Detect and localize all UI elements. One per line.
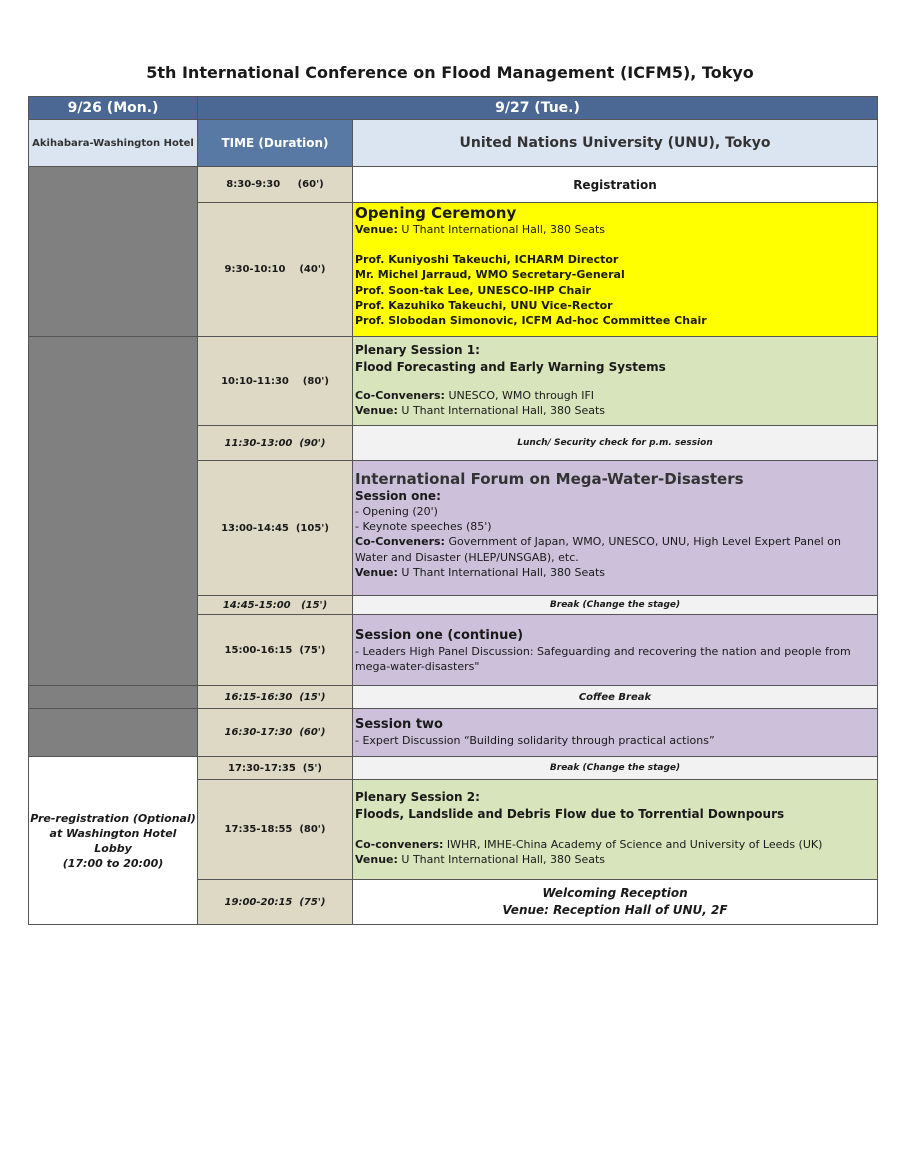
day1-empty-block	[28, 166, 198, 337]
venue1-header	[28, 119, 198, 167]
day1-label: 9/26 (Mon.)	[67, 100, 159, 116]
conveners-text: Government of Japan, WMO, UNESCO, UNU, High Level Expert Panel on Water and Disaster (HLEP/UNSGAB), etc.	[355, 535, 841, 564]
speaker: Prof. Kazuhiko Takeuchi, UNU Vice-Rector	[355, 298, 613, 312]
speaker: Prof. Kuniyoshi Takeuchi, ICHARM Director	[355, 253, 619, 267]
time-cell	[197, 336, 353, 426]
time-label: 14:45-15:00 (15')	[222, 599, 328, 611]
pre-registration-line3: (17:00 to 20:00)	[62, 856, 164, 870]
venue-label: Venue:	[355, 853, 398, 867]
time-label: 9:30-10:10 (40')	[224, 264, 326, 275]
reception-venue: Venue: Reception Hall of UNU, 2F	[502, 903, 728, 917]
time-cell	[197, 879, 353, 925]
session-heading: International Forum on Mega-Water-Disasters	[355, 470, 744, 488]
time-cell	[197, 756, 353, 780]
day2-header	[197, 96, 878, 120]
session-subheading: Session one:	[355, 489, 441, 503]
venue-label: Venue:	[355, 404, 398, 418]
venue-text: U Thant International Hall, 380 Seats	[397, 404, 606, 418]
time-label: 11:30-13:00 (90')	[224, 437, 326, 449]
break-label: Break (Change the stage)	[549, 600, 681, 610]
time-label: 16:30-17:30 (60')	[224, 727, 326, 738]
time-cell	[197, 425, 353, 461]
speaker: Prof. Slobodan Simonovic, ICFM Ad-hoc Committee Chair	[355, 314, 707, 328]
time-column-label: TIME (Duration)	[221, 136, 329, 150]
session-heading: Opening Ceremony	[355, 204, 517, 222]
time-cell	[197, 202, 353, 337]
time-column-header	[197, 119, 353, 167]
time-cell	[197, 595, 353, 615]
conveners-label: Co-Conveners:	[355, 389, 445, 402]
time-label: 17:30-17:35 (5')	[228, 762, 322, 774]
venue-text: U Thant International Hall, 380 Seats	[397, 565, 606, 579]
coffee-break-label: Coffee Break	[578, 691, 652, 703]
international-forum-cell	[352, 460, 878, 596]
time-label: 15:00-16:15 (75')	[224, 644, 326, 656]
venue-label: Venue:	[355, 565, 398, 579]
break-label: Break (Change the stage)	[549, 763, 681, 773]
day1-empty-block	[28, 708, 198, 757]
agenda-item: - Keynote speeches (85')	[355, 520, 492, 534]
conveners-text: UNESCO, WMO through IFI	[444, 389, 595, 402]
opening-ceremony-cell	[352, 202, 878, 337]
time-label: 16:15-16:30 (15')	[224, 691, 326, 703]
plenary-session-1-cell	[352, 336, 878, 426]
time-label: 17:35-18:55 (80')	[224, 824, 326, 835]
session-one-continue-cell	[352, 614, 878, 686]
session-heading: Session two	[355, 717, 443, 732]
conveners-label: Co-Conveners:	[355, 535, 445, 549]
session-subheading: Floods, Landslide and Debris Flow due to Torrential Downpours	[355, 807, 785, 821]
break-cell	[352, 756, 878, 780]
lunch-cell	[352, 425, 878, 461]
venue-text: U Thant International Hall, 380 Seats	[397, 223, 606, 236]
pre-registration-line1: Pre-registration (Optional)	[30, 811, 196, 825]
day1-empty-block	[28, 685, 198, 709]
session-heading: Plenary Session 1:	[355, 343, 480, 357]
speaker: Prof. Soon-tak Lee, UNESCO-IHP Chair	[355, 283, 591, 297]
registration-cell	[352, 166, 878, 203]
session-heading: Session one (continue)	[355, 628, 524, 643]
speaker: Mr. Michel Jarraud, WMO Secretary-General	[355, 268, 625, 282]
pre-registration-line2: at Washington Hotel Lobby	[49, 826, 177, 855]
reception-title: Welcoming Reception	[542, 886, 688, 900]
plenary-session-2-cell	[352, 779, 878, 880]
registration-label: Registration	[573, 177, 657, 192]
pre-registration-cell	[28, 756, 198, 925]
time-cell	[197, 166, 353, 203]
break-cell	[352, 595, 878, 615]
day1-empty-block	[28, 336, 198, 686]
day1-header	[28, 96, 198, 120]
time-cell	[197, 708, 353, 757]
time-label: 8:30-9:30 (60')	[226, 179, 324, 190]
agenda-item: - Opening (20')	[355, 505, 438, 518]
session-description: - Leaders High Panel Discussion: Safeguarding and recovering the nation and people from mega-water-disasters"	[355, 645, 851, 674]
conveners-text: IWHR, IMHE-China Academy of Science and University of Leeds (UK)	[443, 838, 823, 851]
coffee-break-cell	[352, 685, 878, 709]
venue2-header	[352, 119, 878, 167]
time-cell	[197, 460, 353, 596]
page-title: 5th International Conference on Flood Management (ICFM5), Tokyo	[146, 63, 754, 82]
lunch-label: Lunch/ Security check for p.m. session	[517, 438, 713, 448]
time-label: 13:00-14:45 (105')	[221, 522, 329, 534]
time-label: 10:10-11:30 (80')	[221, 375, 329, 387]
time-cell	[197, 685, 353, 709]
venue1-label: Akihabara-Washington Hotel	[32, 137, 194, 149]
session-description: - Expert Discussion “Building solidarity through practical actions”	[355, 734, 715, 747]
venue-text: U Thant International Hall, 380 Seats	[397, 853, 606, 867]
venue-label: Venue:	[355, 223, 398, 236]
time-cell	[197, 779, 353, 880]
session-subheading: Flood Forecasting and Early Warning Systems	[355, 360, 666, 374]
day2-label: 9/27 (Tue.)	[495, 100, 580, 116]
time-label: 19:00-20:15 (75')	[224, 896, 326, 908]
session-two-cell	[352, 708, 878, 757]
session-heading: Plenary Session 2:	[355, 790, 480, 804]
time-cell	[197, 614, 353, 686]
welcoming-reception-cell	[352, 879, 878, 925]
conveners-label: Co-conveners:	[355, 838, 444, 851]
venue2-label: United Nations University (UNU), Tokyo	[459, 135, 771, 151]
